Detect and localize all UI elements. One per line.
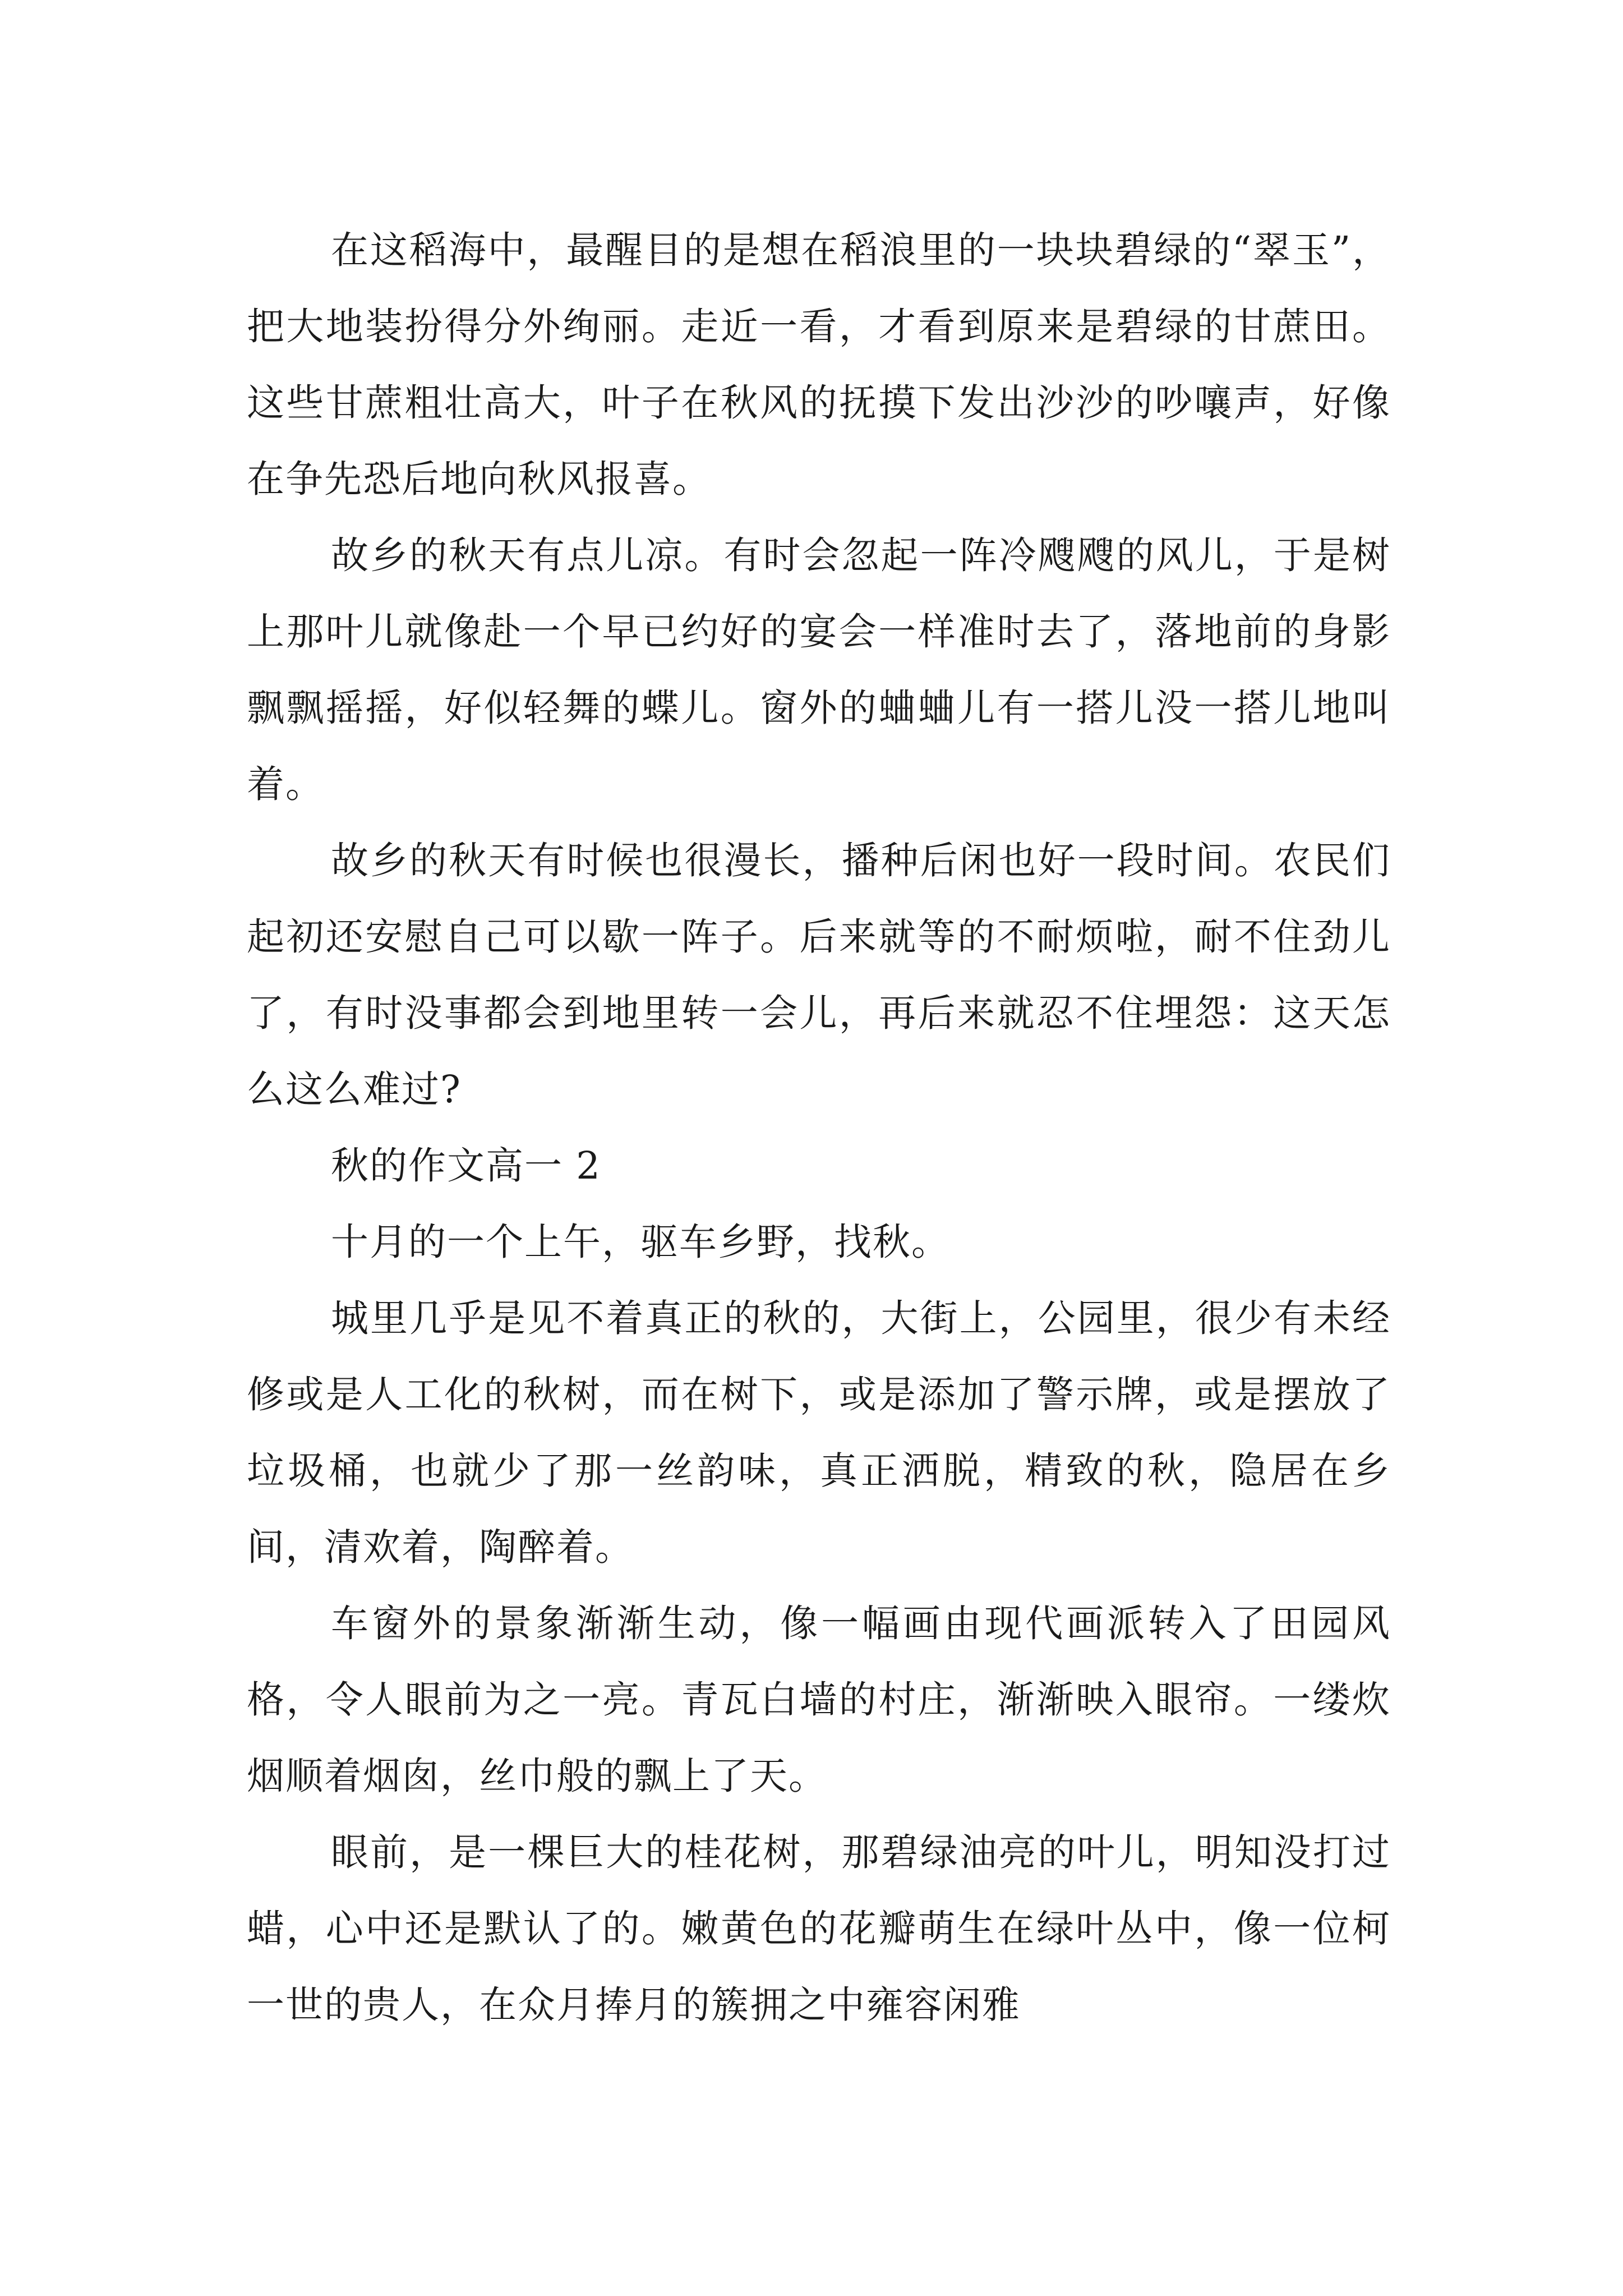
essay-title: 秋的作文高一 2 [331,1144,601,1188]
paragraph-cool-autumn: 故乡的秋天有点儿凉。有时会忽起一阵冷飕飕的风儿，于是树上那叶儿就像赴一个早已约好的宴会一样准时去了，落地前的身影飘飘摇摇，好似轻舞的蝶儿。窗外的蛐蛐儿有一搭儿没一搭儿地叫着。 [247,533,1391,806]
document-body [247,212,1391,2043]
paragraph-sugarcane: 在这稻海中，最醒目的是想在稻浪里的一块块碧绿的“翠玉”，把大地装扮得分外绚丽。走近一看，才看到原来是碧绿的甘蔗田。这些甘蔗粗壮高大，叶子在秋风的抚摸下发出沙沙的吵嚷声，好像在争先恐后地向秋风报喜。 [247,228,1391,501]
paragraph-car-window: 车窗外的景象渐渐生动，像一幅画由现代画派转入了田园风格，令人眼前为之一亮。青瓦白墙的村庄，渐渐映入眼帘。一缕炊烟顺着烟囱，丝巾般的飘上了天。 [247,1602,1391,1798]
paragraph-osmanthus-tree: 眼前，是一棵巨大的桂花树，那碧绿油亮的叶儿，明知没打过蜡，心中还是默认了的。嫩黄色的花瓣萌生在绿叶丛中，像一位柯一世的贵人，在众月捧月的簇拥之中雍容闲雅 [247,1830,1391,2027]
paragraph-october-morning: 十月的一个上午，驱车乡野，找秋。 [331,1220,950,1264]
paragraph-city-autumn: 城里几乎是见不着真正的秋的，大街上，公园里，很少有未经修或是人工化的秋树，而在树下，或是添加了警示牌，或是摆放了垃圾桶，也就少了那一丝韵味，真正洒脱，精致的秋，隐居在乡间，清欢着，陶醉着。 [247,1296,1391,1569]
paragraph-long-autumn: 故乡的秋天有时候也很漫长，播种后闲也好一段时间。农民们起初还安慰自己可以歇一阵子。后来就等的不耐烦啦，耐不住劲儿了，有时没事都会到地里转一会儿，再后来就忍不住埋怨：这天怎么这么难过? [247,839,1391,1111]
